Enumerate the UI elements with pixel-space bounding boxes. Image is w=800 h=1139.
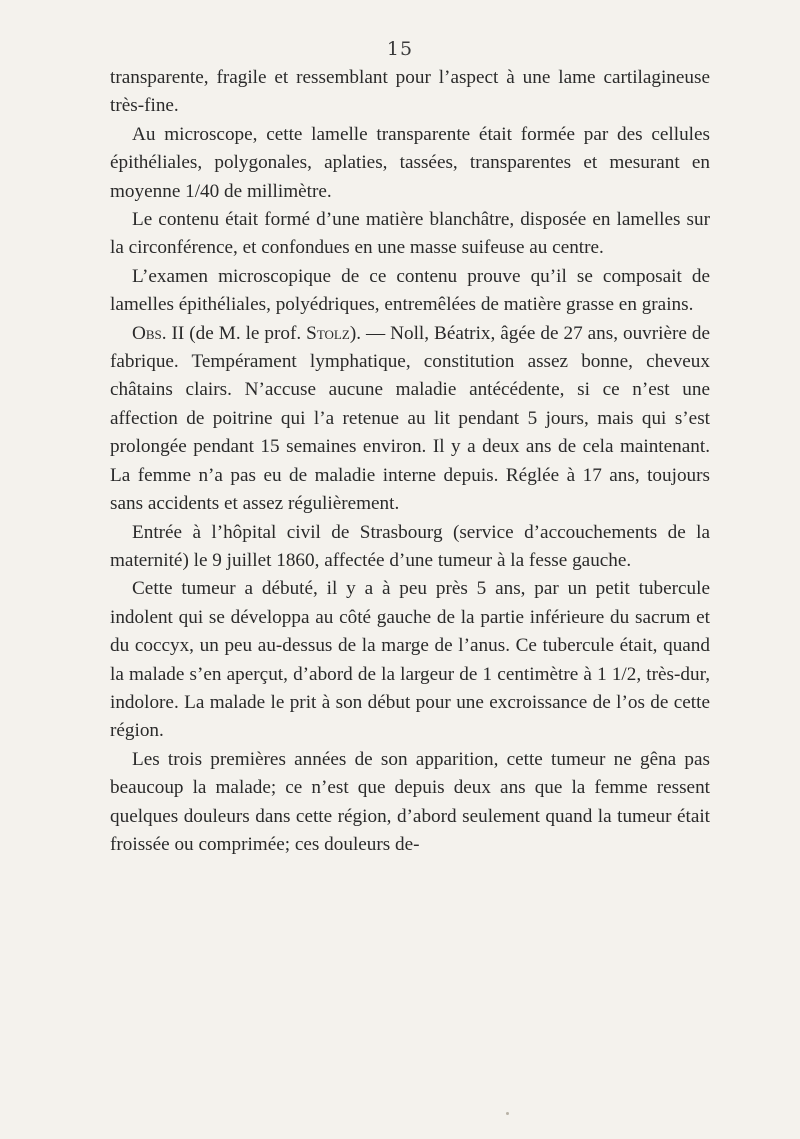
- paragraph-tumor-progress: Les trois premières années de son apparition, cette tumeur ne gêna pas beaucoup la malade; ce n’est que depuis deux ans que la femme ressent quelques douleurs dans cette région, d’abord seulement quand la tumeur était froissée ou comprimée; ces douleurs de-: [110, 748, 710, 855]
- paper-speck: [506, 1112, 509, 1115]
- observation-label: Obs. II: [132, 322, 185, 344]
- body-text: [110, 64, 710, 859]
- paragraph-continuation: transparente, fragile et ressemblant pour l’aspect à une lame cartilagineuse très-fine.: [110, 67, 710, 117]
- paragraph-admission: Entrée à l’hôpital civil de Strasbourg (service d’accouchements de la maternité) le 9 juillet 1860, affectée d’une tumeur à la fesse gauche.: [110, 521, 710, 571]
- paragraph-observation: [110, 320, 710, 519]
- observation-text: ). — Noll, Béatrix, âgée de 27 ans, ouvrière de fabrique. Tempérament lymphatique, constitution assez bonne, cheveux châtains clairs. N’accuse aucune maladie antécédente, si ce n’est une affection de poitrine qui l’a retenue au lit pendant 5 jours, mais qui s’est prolongée pendant 15 semaines environ. Il y a deux ans de cela maintenant. La femme n’a pas eu de maladie interne depuis. Réglée à 17 ans, toujours sans accidents et assez régulièrement.: [110, 322, 710, 515]
- observation-author: Stolz: [306, 322, 350, 344]
- observation-lead: (de M. le prof.: [184, 322, 307, 344]
- paragraph-examination: L’examen microscopique de ce contenu prouve qu’il se composait de lamelles épithéliales, polyédriques, entremêlées de matière grasse en grains.: [110, 265, 710, 316]
- paragraph-contents: Le contenu était formé d’une matière blanchâtre, disposée en lamelles sur la circonférence, et confondues en une masse suifeuse au centre.: [110, 209, 710, 259]
- paragraph-tumor-onset: Cette tumeur a débuté, il y a à peu près 5 ans, par un petit tubercule indolent qui se développa au côté gauche de la partie inférieure du sacrum et du coccyx, un peu au-dessus de la marge de l’anus. Ce tubercule était, quand la malade s’en aperçut, d’abord de la largeur de 1 centimètre à 1 1/2, très-dur, indolore. La malade le prit à son début pour une excroissance de l’os de cette région.: [110, 578, 710, 742]
- page-number: 15: [386, 38, 414, 60]
- paragraph-microscope: Au microscope, cette lamelle transparente était formée par des cellules épithéliales, polygonales, aplaties, tassées, transparentes et mesurant en moyenne 1/40 de millimètre.: [110, 123, 710, 202]
